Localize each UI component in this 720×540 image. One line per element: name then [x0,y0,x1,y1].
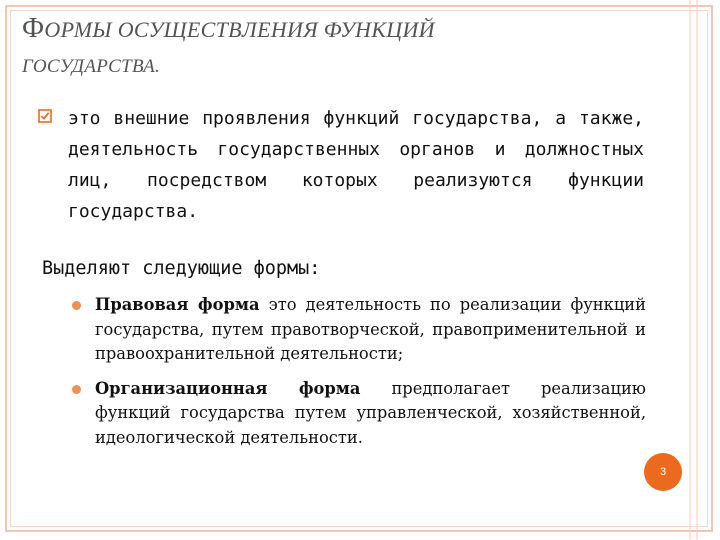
list-item [72,293,646,367]
list-item [72,377,646,451]
definition-text: это внешние проявления функций государства, а также, деятельность государственных органов и должностных лиц, посредством которых реализуются функции государства. [68,108,644,222]
forms-lead-text: Выделяют следующие формы: [42,258,321,279]
slide-title [22,6,662,89]
right-decoration-lines [687,0,701,540]
dot-icon [72,301,81,310]
form-term: Правовая форма [95,295,260,314]
checkbox-icon [38,109,52,123]
title-first-letter: Ф [22,13,45,44]
page-number-badge: 3 [644,453,682,491]
dot-icon [72,385,81,394]
form-term: Организационная форма [95,378,361,398]
title-line-1: ОРМЫ ОСУЩЕСТВЛЕНИЯ ФУНКЦИЙ [44,17,435,42]
form-description: предполагает реализацию функций государства путем управленческой, хозяйственной, идеологической деятельности. [95,378,646,447]
definition-paragraph [38,103,644,227]
forms-list [72,293,646,460]
form-description: это деятельность по реализации функций государства, путем правотворческой, правоприменительной и правоохранительной деятельности; [95,295,646,363]
title-line-2: ГОСУДАРСТВА. [22,56,161,77]
